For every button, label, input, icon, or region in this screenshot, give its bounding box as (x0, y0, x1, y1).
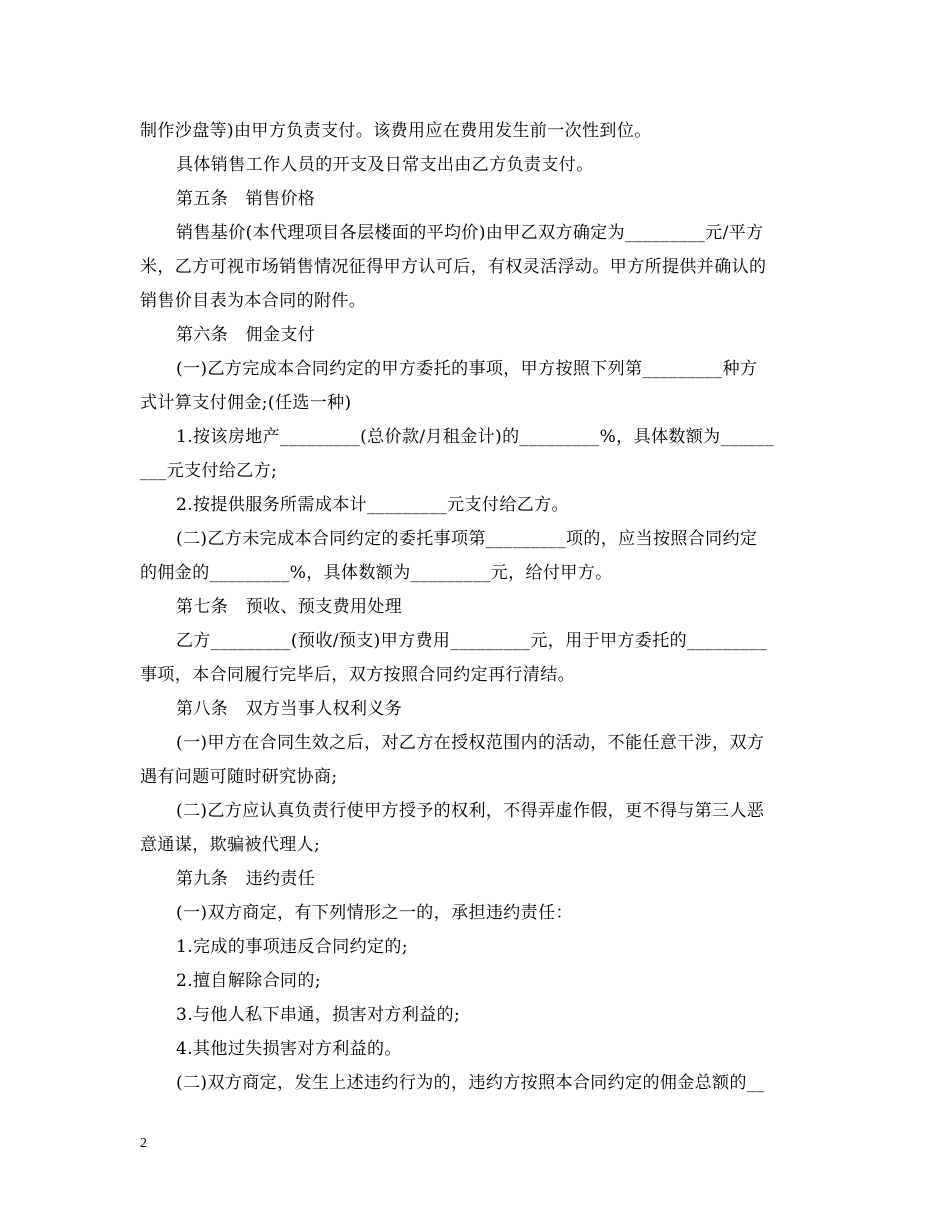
text-line: 具体销售工作人员的开支及日常支出由乙方负责支付。 (176, 155, 594, 175)
page-number: 2 (140, 1136, 147, 1151)
text-line: (二)乙方未完成本合同约定的委托事项第_________项的，应当按照合同约定 (176, 529, 758, 549)
text-line: 2.擅自解除合同的; (176, 971, 321, 991)
text-line: (一)甲方在合同生效之后，对乙方在授权范围内的活动，不能任意干涉，双方 (176, 733, 765, 753)
text-line: 制作沙盘等)由甲方负责支付。该费用应在费用发生前一次性到位。 (140, 121, 652, 141)
section-heading: 第六条 佣金支付 (176, 325, 316, 345)
section-heading: 第五条 销售价格 (176, 189, 316, 209)
text-line: 2.按提供服务所需成本计_________元支付给乙方。 (176, 495, 569, 515)
text-line: 事项，本合同履行完毕后，双方按照合同约定再行清结。 (140, 665, 575, 685)
text-line: 遇有问题可随时研究协商; (140, 767, 338, 787)
text-line: 销售基价(本代理项目各层楼面的平均价)由甲乙双方确定为_________元/平方 (176, 223, 764, 243)
text-line: 的佣金的_________%，具体数额为_________元，给付甲方。 (140, 563, 613, 583)
text-line: (一)乙方完成本合同约定的甲方委托的事项，甲方按照下列第_________种方 (176, 359, 758, 379)
section-heading: 第七条 预收、预支费用处理 (176, 597, 403, 617)
section-heading: 第八条 双方当事人权利义务 (176, 699, 403, 719)
text-line: (二)乙方应认真负责行使甲方授予的权利，不得弄虚作假，更不得与第三人恶 (176, 801, 765, 821)
text-line: 米，乙方可视市场销售情况征得甲方认可后，有权灵活浮动。甲方所提供并确认的 (140, 257, 767, 277)
text-line: 式计算支付佣金;(任选一种) (140, 393, 352, 413)
text-line: 1.按该房地产_________(总价款/月租金计)的_________%，具体数额为______ (176, 427, 774, 447)
section-heading: 第九条 违约责任 (176, 869, 316, 889)
text-line: 1.完成的事项违反合同约定的; (176, 937, 408, 957)
text-line: 意通谋，欺骗被代理人; (140, 835, 321, 855)
text-line: (二)双方商定，发生上述违约行为的，违约方按照本合同约定的佣金总额的__ (176, 1073, 765, 1093)
text-line: ___元支付给乙方; (140, 461, 278, 481)
text-line: 乙方_________(预收/预支)甲方费用_________元，用于甲方委托的_________ (176, 631, 768, 651)
text-line: (一)双方商定，有下列情形之一的，承担违约责任： (176, 903, 573, 923)
text-line: 4.其他过失损害对方利益的。 (176, 1039, 402, 1059)
text-line: 销售价目表为本合同的附件。 (140, 291, 367, 311)
text-line: 3.与他人私下串通，损害对方利益的; (176, 1005, 461, 1025)
